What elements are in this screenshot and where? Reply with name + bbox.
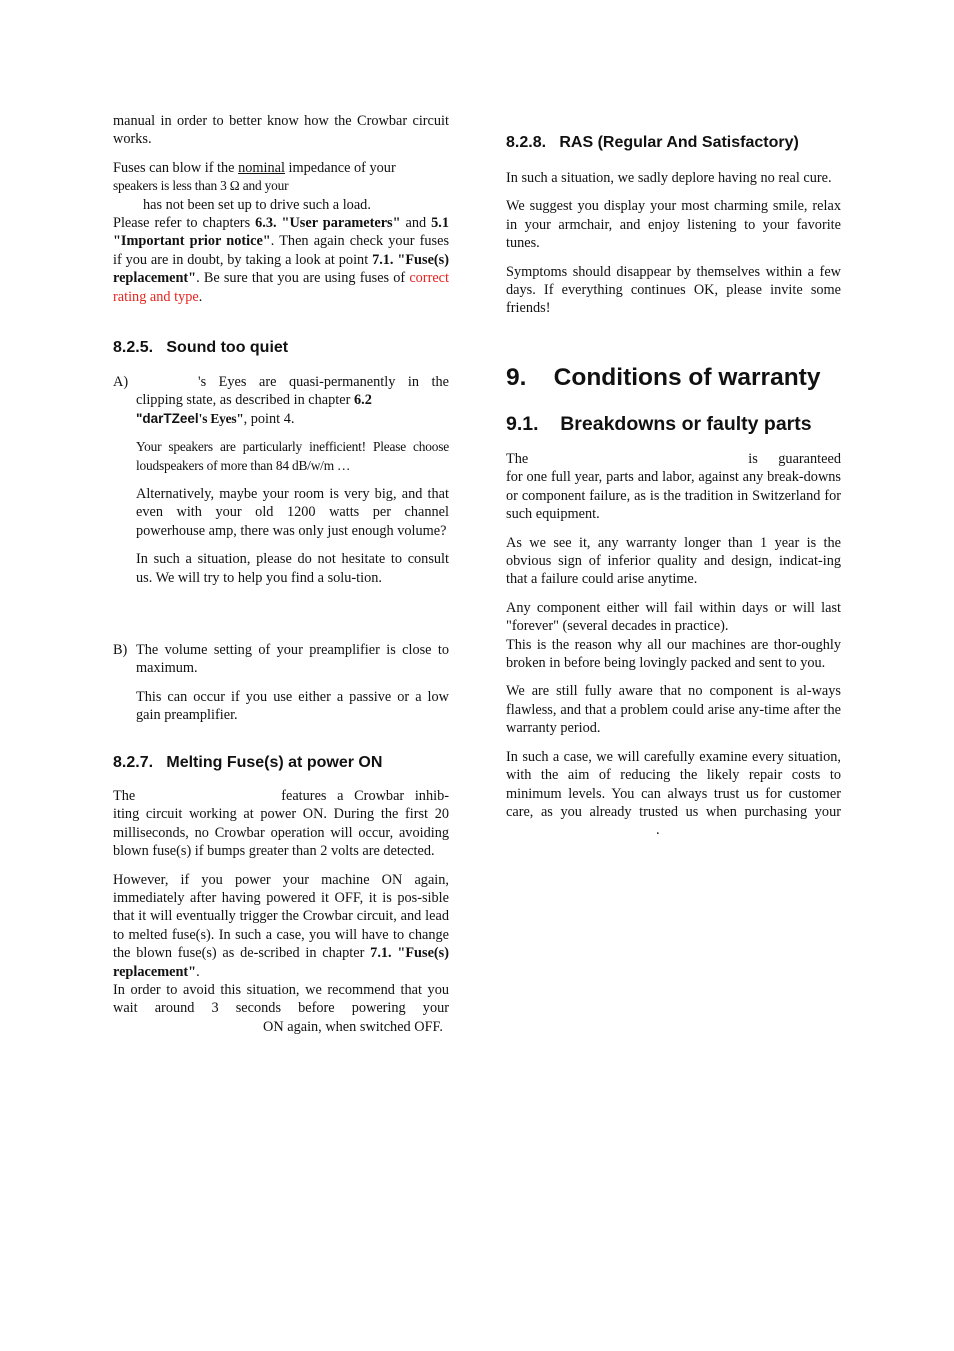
heading-number: 9. xyxy=(506,364,527,391)
heading-9-1 xyxy=(506,412,812,436)
refer-bold-1: 6.3. xyxy=(255,215,277,232)
b-paragraph-1: The volume setting of your preamplifier is close to maximum. xyxy=(136,642,449,677)
heading-8-2-5 xyxy=(113,338,288,358)
refer-bold-2: 5.1 "Important prior notice" xyxy=(113,215,450,250)
heading-title: RAS (Regular And Satisfactory) xyxy=(559,134,799,151)
heading-number: 8.2.5. xyxy=(113,339,154,356)
ras-paragraph-2: We suggest you display your most charming smile, relax in your armchair, and enjoy listening to your favorite tunes. xyxy=(506,198,841,252)
list-marker-a: A) xyxy=(113,374,129,390)
heading-8-2-7 xyxy=(113,753,382,773)
b-paragraph-2: This can occur if you use either a passive or a low gain preamplifier. xyxy=(136,688,449,724)
warranty-paragraph-5 xyxy=(506,748,841,840)
warranty-paragraph-2: As we see it, any warranty longer than 1 year is the obvious sign of inferior quality and design, indicat-ing that a failure could arise anytime. xyxy=(506,534,841,588)
heading-title: Melting Fuse(s) at power ON xyxy=(166,754,383,771)
m2-bold: 7.1. "Fuse(s) replacement" xyxy=(113,945,450,980)
a-paragraph-3: Alternatively, maybe your room is very big, and that even with your old 1200 watts per channel powerhouse amp, there was only just enough volume? xyxy=(136,486,449,539)
heading-9 xyxy=(506,363,820,393)
melting-paragraph-1 xyxy=(113,787,449,861)
a-bold-1: 6.2 xyxy=(353,392,372,409)
heading-number: 8.2.8. xyxy=(506,134,547,151)
w3-text-1: Any component either will fail within days or will last "forever" (several decades in practice). xyxy=(506,599,841,635)
m3-text-2: ON again, when switched OFF. xyxy=(263,1018,443,1035)
fuses-text-1: Fuses can blow if the xyxy=(113,159,235,176)
refer-dot: . xyxy=(198,288,203,305)
m2-dot: . xyxy=(196,963,200,980)
m2-text-1: However, if you power your machine ON again, immediately after having powered it OFF, it is pos-sible that it will eventually trigger the Crowbar circuit, and lead to melted fuse(s). In such a case, you will have to change the blown fuse(s) as de-scribed in chapter xyxy=(113,871,449,962)
refer-paragraph xyxy=(113,214,449,306)
melting-block xyxy=(113,787,449,1046)
heading-title: Sound too quiet xyxy=(166,339,289,356)
list-a xyxy=(113,373,449,597)
fuses-text-2: impedance of your xyxy=(288,159,396,176)
ras-paragraph-1: In such a situation, we sadly deplore having no real cure. xyxy=(506,170,832,186)
w5-text-2: . xyxy=(656,822,660,839)
w5-text-1: In such a case, we will carefully examine every situation, with the aim of reducing the likely repair costs to minimum levels. You can always trust us for customer care, as you already trusted us when purchasing your xyxy=(506,748,841,820)
m1-text-1: The xyxy=(113,788,136,804)
refer-text-2: . Then again check your fuses if you are in doubt, by taking a look at point xyxy=(113,233,450,268)
warranty-paragraph-1 xyxy=(506,450,841,524)
refer-quote-1: "User parameters" xyxy=(281,215,401,232)
list-a-item xyxy=(113,373,449,428)
heading-number: 9.1. xyxy=(506,413,539,435)
a-bold-2: 's Eyes" xyxy=(198,410,244,426)
warranty-paragraph-3 xyxy=(506,599,841,673)
intro-paragraph: manual in order to better know how the Crowbar circuit works. xyxy=(113,113,449,148)
w3-text-2: This is the reason why all our machines are thor-oughly broken in before being lovingly packed and sent to you. xyxy=(506,636,841,672)
list-b-item xyxy=(113,641,449,678)
intro-block xyxy=(113,112,449,316)
heading-title: Breakdowns or faulty parts xyxy=(560,413,812,435)
melting-paragraph-2 xyxy=(113,871,449,981)
ras-block xyxy=(506,169,841,328)
heading-8-2-8 xyxy=(506,133,799,153)
w1-text-2: is guaranteed xyxy=(748,451,841,467)
fuses-nominal: nominal xyxy=(238,159,285,176)
a-bold-sans: "darTZeel xyxy=(136,410,199,426)
a-text-1: 's Eyes are quasi-permanently in the clipping state, as described in chapter xyxy=(136,374,449,409)
w1-text-3: for one full year, parts and labor, against any break-downs or component failure, as is the tradition in Switzerland for such equipment. xyxy=(506,469,841,523)
ras-paragraph-3: Symptoms should disappear by themselves within a few days. If everything continues OK, please invite some friends! xyxy=(506,263,841,317)
heading-title: Conditions of warranty xyxy=(553,364,821,391)
heading-number: 8.2.7. xyxy=(113,754,154,771)
refer-and: and xyxy=(405,215,427,232)
fuses-text-4: has not been set up to drive such a load. xyxy=(143,196,371,213)
melting-paragraph-3 xyxy=(113,981,449,1036)
w1-text-1: The xyxy=(506,451,529,467)
a-paragraph-4: In such a situation, please do not hesitate to consult us. We will try to help you find a solu-tion. xyxy=(136,551,449,586)
a-paragraph-2: Your speakers are particularly inefficient! Please choose loudspeakers of more than 84 dB/w/m … xyxy=(136,439,449,473)
refer-red-text: correct rating and type xyxy=(113,270,449,305)
list-marker-b: B) xyxy=(113,642,128,658)
fuses-text-3: speakers is less than 3 Ω and your xyxy=(113,178,289,194)
refer-bold-3: 7.1. "Fuse(s) replacement" xyxy=(113,251,450,287)
m1-text-2: features a Crowbar inhib-iting circuit working at power ON. During the first 20 milliseconds, no Crowbar operation will occur, avoiding blown fuse(s) if bumps greater than 2 volts are detected. xyxy=(113,788,449,860)
a-text-2: , point 4. xyxy=(243,410,295,427)
m3-text-1: In order to avoid this situation, we recommend that you wait around 3 seconds before powering your xyxy=(113,982,449,1017)
list-b xyxy=(113,641,449,735)
fuses-paragraph xyxy=(113,159,449,214)
warranty-paragraph-4: We are still fully aware that no component is al-ways flawless, and that a problem could arise any-time after the warranty period. xyxy=(506,683,841,737)
refer-text-3: . Be sure that you are using fuses of xyxy=(196,270,406,287)
warranty-block xyxy=(506,450,841,850)
refer-text-1: Please refer to chapters xyxy=(113,215,251,232)
